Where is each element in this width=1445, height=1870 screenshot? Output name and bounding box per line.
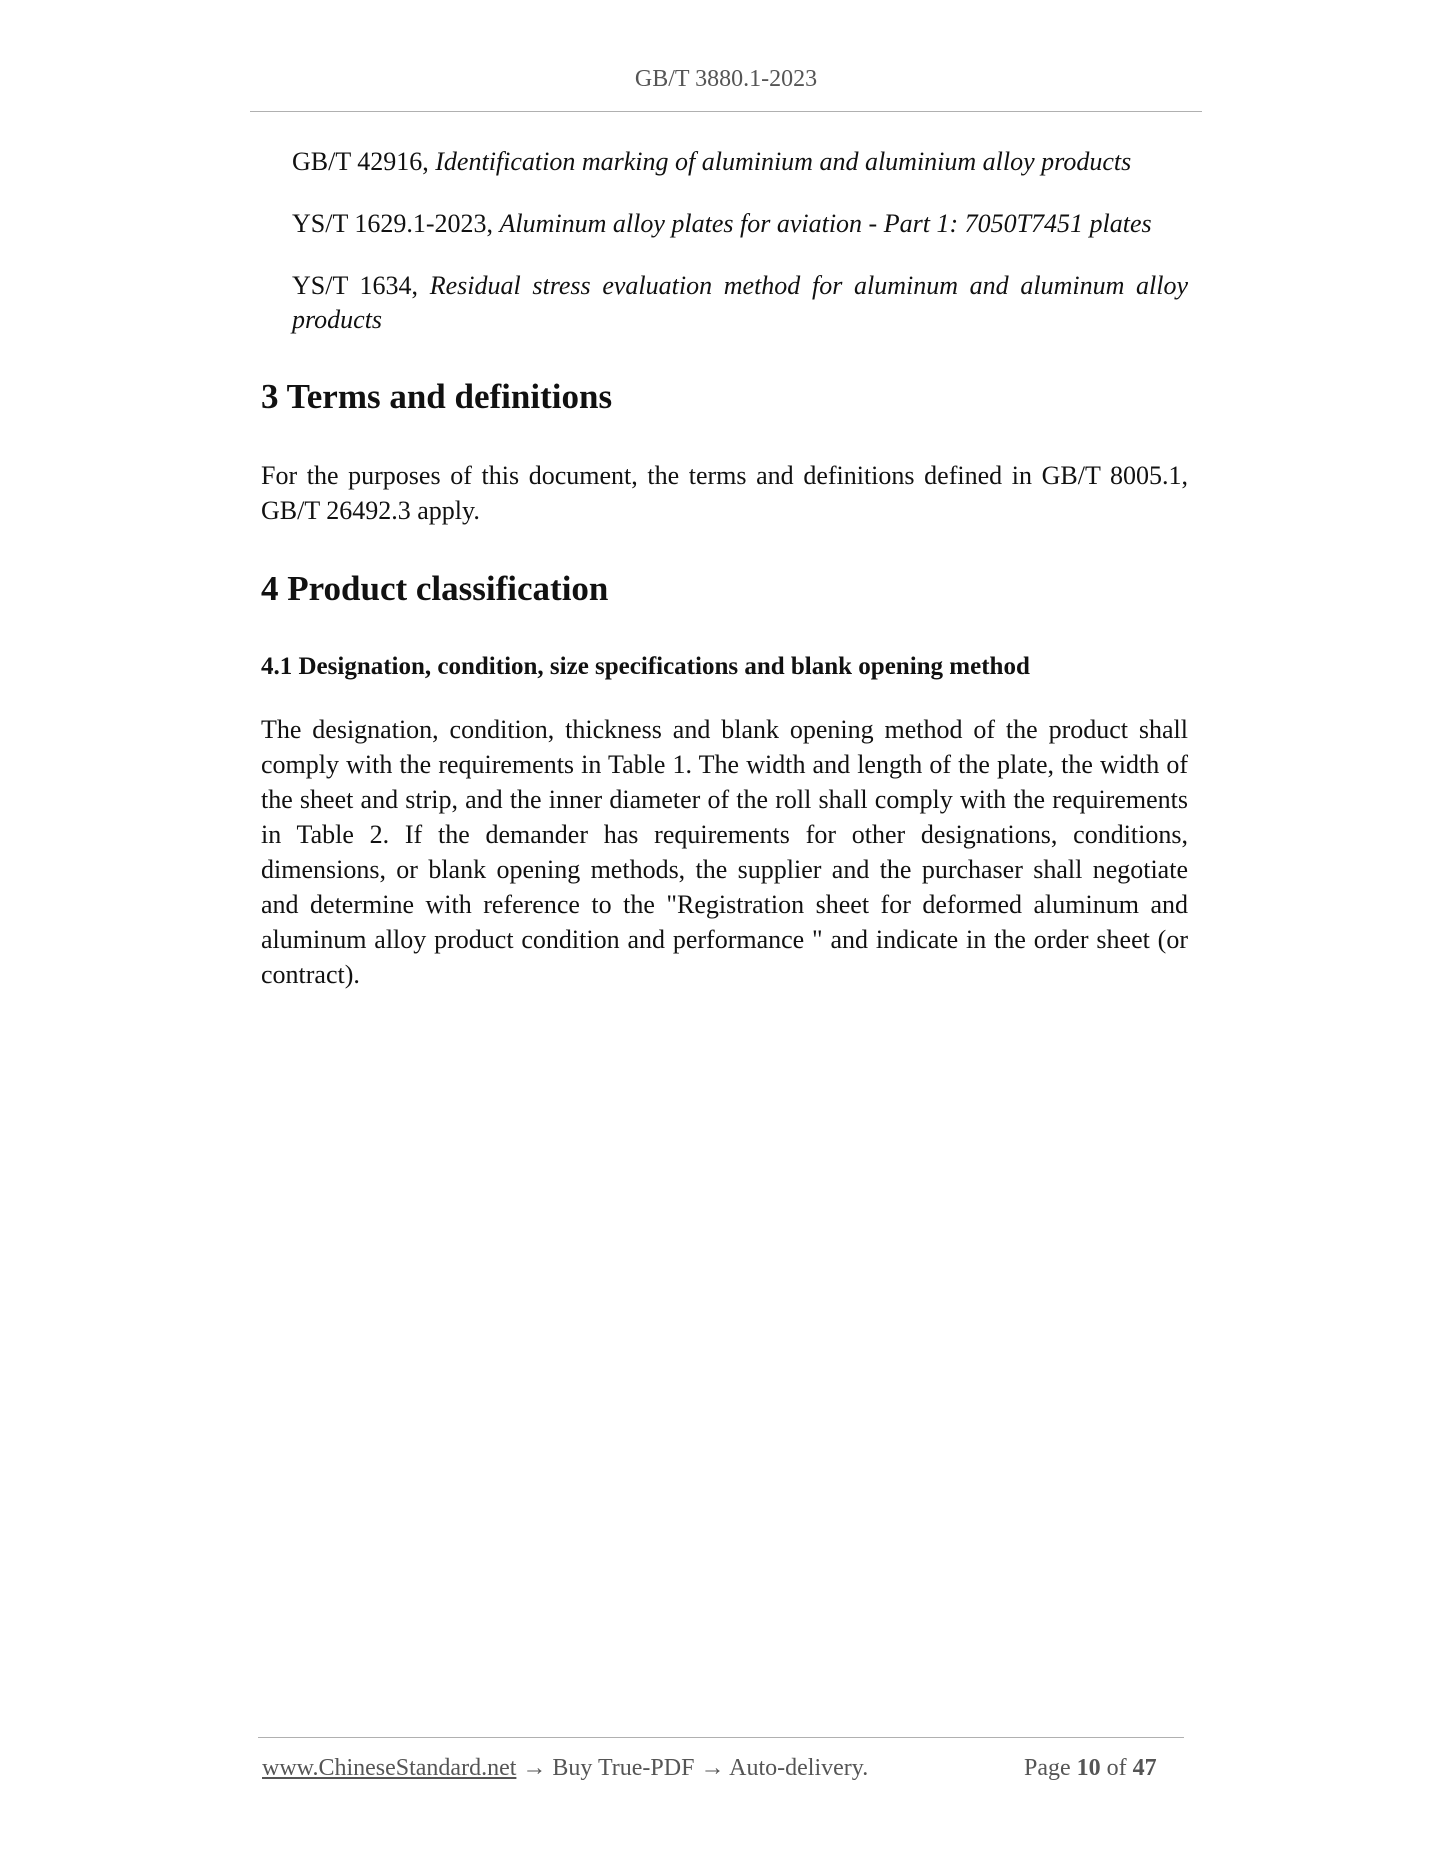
delivery-text: Auto-delivery. — [729, 1755, 869, 1781]
reference-code: GB/T 42916, — [292, 147, 436, 176]
reference-code: YS/T 1634, — [292, 271, 430, 300]
buy-text: Buy True-PDF — [552, 1755, 695, 1781]
section-3-paragraph: For the purposes of this document, the terms and definitions defined in GB/T 8005.1, GB/T 26492.3 apply. — [261, 461, 1188, 525]
section-4-heading: 4 Product classification — [261, 569, 609, 608]
header-divider — [250, 111, 1202, 112]
subsection-4-1-heading: 4.1 Designation, condition, size specifications and blank opening method — [261, 653, 1030, 680]
page-current: 10 — [1076, 1755, 1101, 1781]
reference-item — [292, 145, 1188, 179]
reference-title: Residual stress evaluation method for aluminum and aluminum alloy products — [292, 271, 1189, 334]
footer-divider — [258, 1737, 1184, 1738]
page-label: Page — [1024, 1755, 1071, 1781]
reference-item — [292, 269, 1188, 337]
reference-title: Identification marking of aluminium and aluminium alloy products — [435, 147, 1132, 176]
reference-title: Aluminum alloy plates for aviation - Part 1: 7050T7451 plates — [499, 209, 1152, 238]
page-indicator — [1024, 1755, 1157, 1782]
page-total: 47 — [1132, 1755, 1157, 1781]
subsection-4-1-paragraph: The designation, condition, thickness and blank opening method of the product shall comply with the requirements in Table 1. The width and length of the plate, the width of the sheet and strip, and the inner diameter of the roll shall comply with the requirements in Table 2. If the demander has requirements for other designations, conditions, dimensions, or blank opening methods, the supplier and the purchaser shall negotiate and determine with reference to the "Registration sheet for deformed aluminum and aluminum alloy product condition and performance " and indicate in the order sheet (or contract). — [261, 715, 1188, 989]
arrow-right-icon: → — [522, 1755, 547, 1781]
footer-promo — [262, 1755, 868, 1782]
header-title: GB/T 3880.1-2023 — [634, 66, 818, 92]
of-label: of — [1106, 1755, 1127, 1781]
website-link[interactable]: www.ChineseStandard.net — [262, 1755, 517, 1781]
arrow-right-icon: → — [700, 1755, 725, 1781]
reference-item — [292, 207, 1188, 241]
reference-code: YS/T 1629.1-2023, — [292, 209, 500, 238]
section-3-heading: 3 Terms and definitions — [261, 377, 613, 416]
